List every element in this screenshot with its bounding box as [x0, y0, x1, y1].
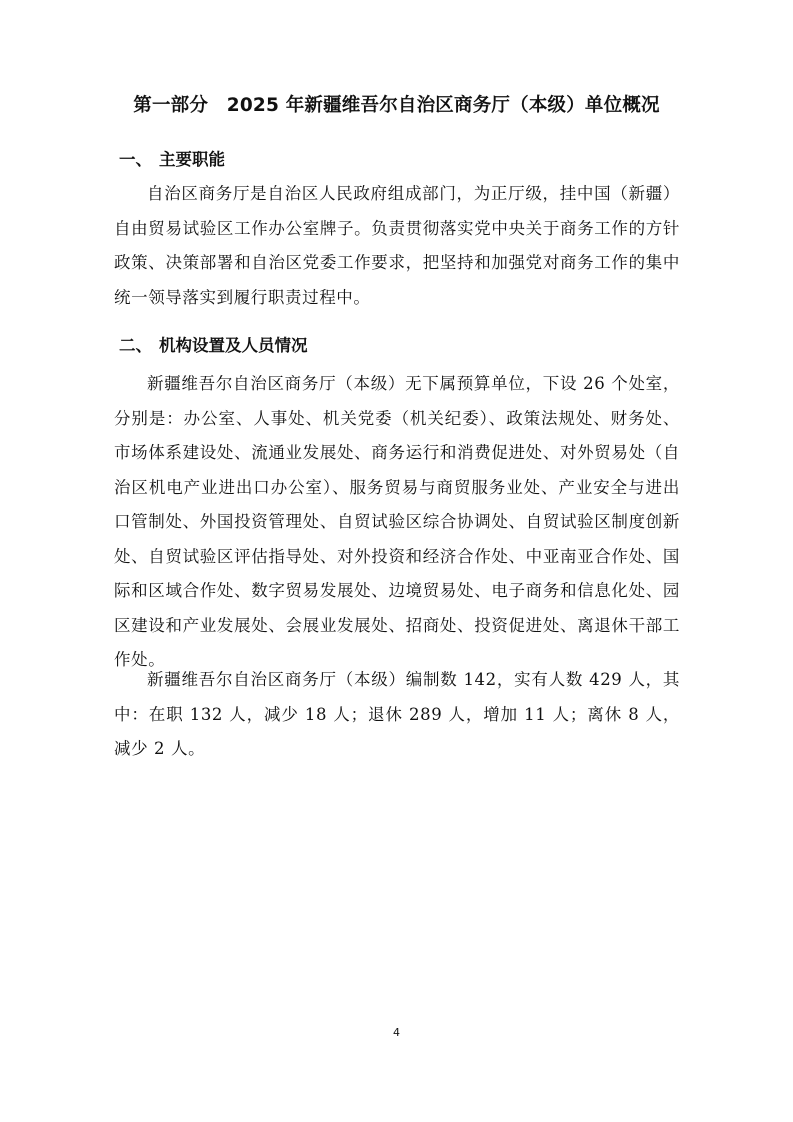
page-number: 4 — [393, 1026, 400, 1039]
section-number: 二、 — [119, 336, 152, 355]
section-number: 一、 — [119, 150, 152, 169]
section-heading-text: 机构设置及人员情况 — [159, 336, 308, 355]
staffing-paragraph: 新疆维吾尔自治区商务厅（本级）编制数 142，实有人数 429 人，其中：在职 132 人，减少 18 人；退休 289 人，增加 11 人；离休 8 人，减少 2 人。 — [114, 670, 680, 758]
section-heading-functions — [119, 149, 225, 171]
section-heading-text: 主要职能 — [159, 150, 225, 169]
page-title: 第一部分 2025 年新疆维吾尔自治区商务厅（本级）单位概况 — [133, 95, 660, 116]
section-heading-organization — [119, 335, 308, 357]
organization-paragraph: 新疆维吾尔自治区商务厅（本级）无下属预算单位，下设 26 个处室，分别是：办公室、人事处、机关党委（机关纪委）、政策法规处、财务处、市场体系建设处、流通业发展处、商务运行和消费促进处、对外贸易处（自治区机电产业进出口办公室）、服务贸易与商贸服务业处、产业安全与进出口管制处、外国投资管理处、自贸试验区综合协调处、自贸试验区制度创新处、自贸试验区评估指导处、对外投资和经济合作处、中亚南亚合作处、国际和区域合作处、数字贸易发展处、边境贸易处、电子商务和信息化处、园区建设和产业发展处、会展业发展处、招商处、投资促进处、离退休干部工作处。 — [114, 374, 680, 669]
functions-paragraph: 自治区商务厅是自治区人民政府组成部门，为正厅级，挂中国（新疆）自由贸易试验区工作办公室牌子。负责贯彻落实党中央关于商务工作的方针政策、决策部署和自治区党委工作要求，把坚持和加强党对商务工作的集中统一领导落实到履行职责过程中。 — [114, 184, 680, 307]
